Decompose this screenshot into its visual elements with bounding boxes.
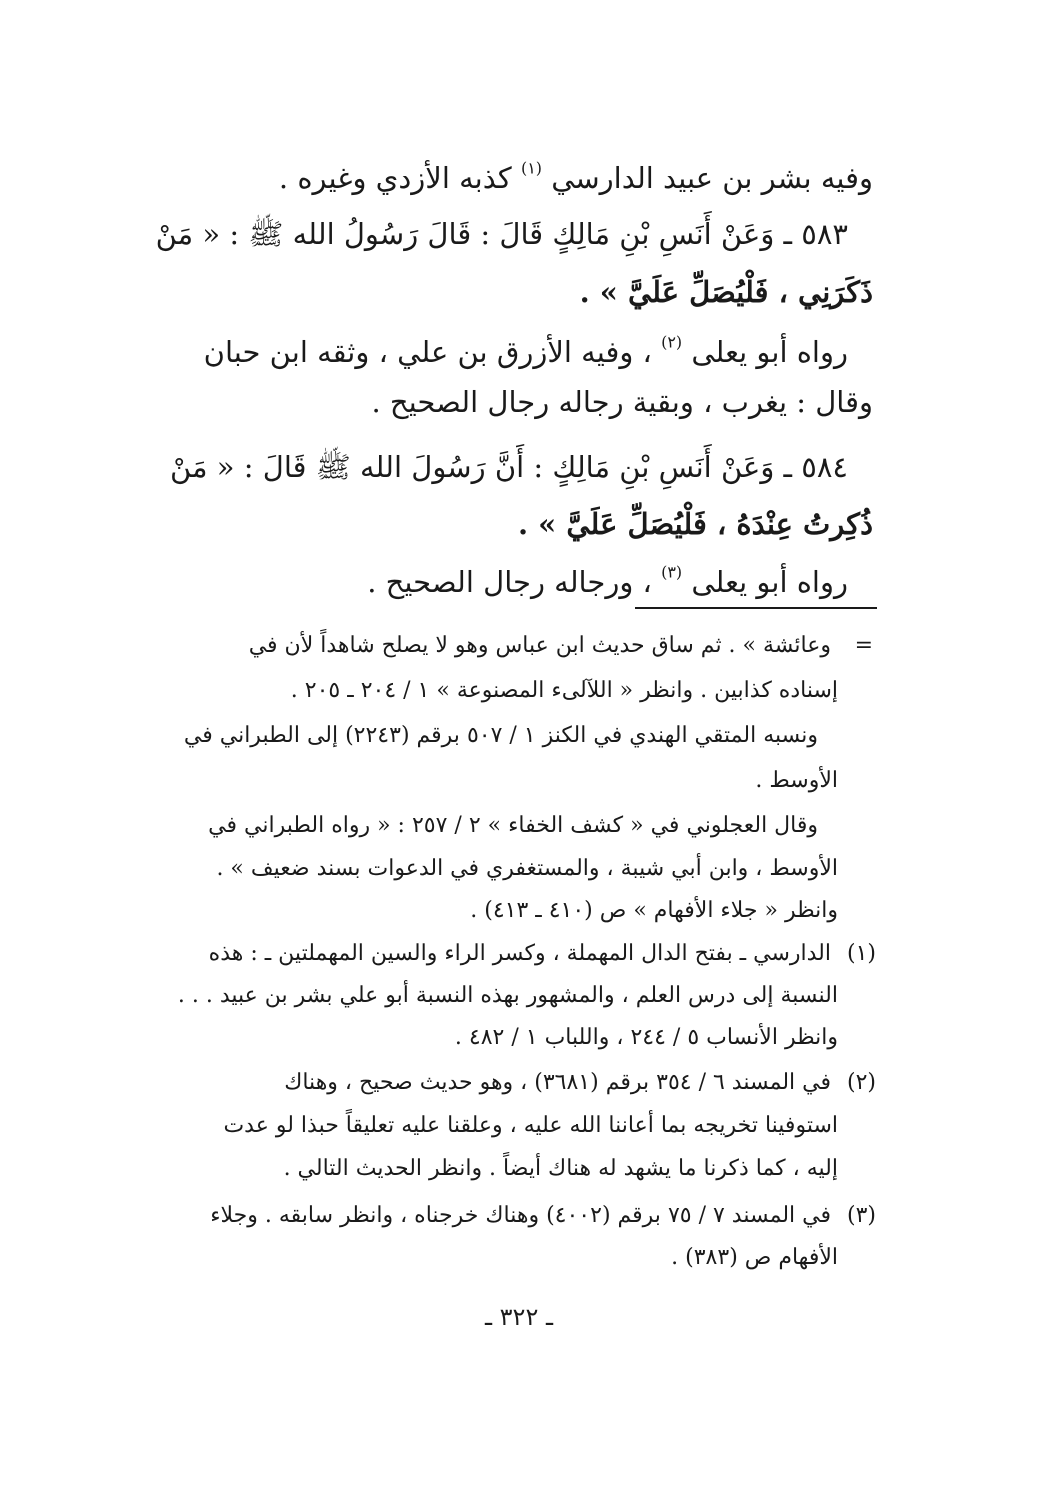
footnote-divider [635,607,877,609]
footnote-line: وانظر الأنساب ٥ / ٢٤٤ ، واللباب ١ / ٤٨٢ . [454,1025,838,1050]
hadith-584-line2: ذُكِرتُ عِنْدَهُ ، فَلْيُصَلِّ عَلَيَّ » . [517,507,873,541]
narration-line [0,560,1038,604]
narration-line: وقال : يغرب ، وبقية رجاله رجال الصحيح . [371,385,873,419]
footnote-ref: (١) [520,158,542,178]
footnote-line [0,630,1038,662]
footnote-ref: (٣) [661,562,683,582]
text-segment: رواه أبو يعلى [691,335,848,369]
hadith-583-line1: ٥٨٣ ـ وَعَنْ أَنَسِ بْنِ مَالِكٍ قَالَ : قَالَ رَسُولُ الله ﷺ : « مَنْ [155,217,848,251]
text-segment: في المسند ٧ / ٧٥ برقم (٤٠٠٢) وهناك خرجناه ، وانظر سابقه . وجلاء [210,1203,831,1228]
text-segment: ، ورجاله رجال الصحيح . [367,565,652,599]
footnote-line: ونسبه المتقي الهندي في الكنز ١ / ٥٠٧ برقم (٢٢٤٣) إلى الطبراني في [183,723,818,748]
text-segment: كذبه الأزدي وغيره . [278,161,512,195]
text-line [0,156,1038,200]
text-segment: في المسند ٦ / ٣٥٤ برقم (٣٦٨١) ، وهو حديث صحيح ، وهناك [284,1070,831,1095]
footnote-3 [0,1200,1038,1232]
footnote-1 [0,938,1038,970]
footnote-ref: (٢) [661,332,683,352]
footnote-line: استوفينا تخريجه بما أعاننا الله عليه ، وعلقنا عليه تعليقاً حبذا لو عدت [223,1113,838,1138]
footnote-line: وقال العجلوني في « كشف الخفاء » ٢ / ٢٥٧ : « رواه الطبراني في [208,813,818,838]
footnote-number: (١) [846,941,876,966]
narration-line [0,330,1038,374]
footnote-line: وانظر « جلاء الأفهام » ص (٤١٠ ـ ٤١٣) . [470,898,838,923]
text-segment: وفيه بشر بن عبيد الدارسي [551,161,873,195]
text-segment: الدارسي ـ بفتح الدال المهملة ، وكسر الراء والسين المهملتين ـ : هذه [208,941,831,966]
footnote-line: النسبة إلى درس العلم ، والمشهور بهذه النسبة أبو علي بشر بن عبيد . . . [177,983,838,1008]
text-segment: وعائشة » . ثم ساق حديث ابن عباس وهو لا يصلح شاهداً لأن في [248,633,831,658]
footnote-line: الأوسط ، وابن أبي شيبة ، والمستغفري في الدعوات بسند ضعيف » . [216,856,838,881]
footnote-line: إسناده كذابين . وانظر « اللآلىء المصنوعة » ١ / ٢٠٤ ـ ٢٠٥ . [290,678,838,703]
footnote-2 [0,1067,1038,1099]
footnote-line: إليه ، كما ذكرنا ما يشهد له هناك أيضاً . وانظر الحديث التالي . [283,1156,838,1181]
footnote-line: الأفهام ص (٣٨٣) . [671,1245,838,1270]
hadith-583-line2: ذَكَرَنِي ، فَلْيُصَلِّ عَلَيَّ » . [579,275,873,309]
text-segment: رواه أبو يعلى [691,565,848,599]
page-number: ـ ٣٢٢ ـ [484,1303,553,1331]
footnote-line: الأوسط . [755,768,838,793]
hadith-584-line1: ٥٨٤ ـ وَعَنْ أَنَسِ بْنِ مَالِكٍ : أَنَّ رَسُولَ الله ﷺ قَالَ : « مَنْ [169,450,848,484]
text-segment: ، وفيه الأزرق بن علي ، وثقه ابن حبان [203,335,652,369]
continuation-mark: = [854,633,873,658]
footnote-number: (٣) [846,1203,876,1228]
footnote-number: (٢) [846,1070,876,1095]
